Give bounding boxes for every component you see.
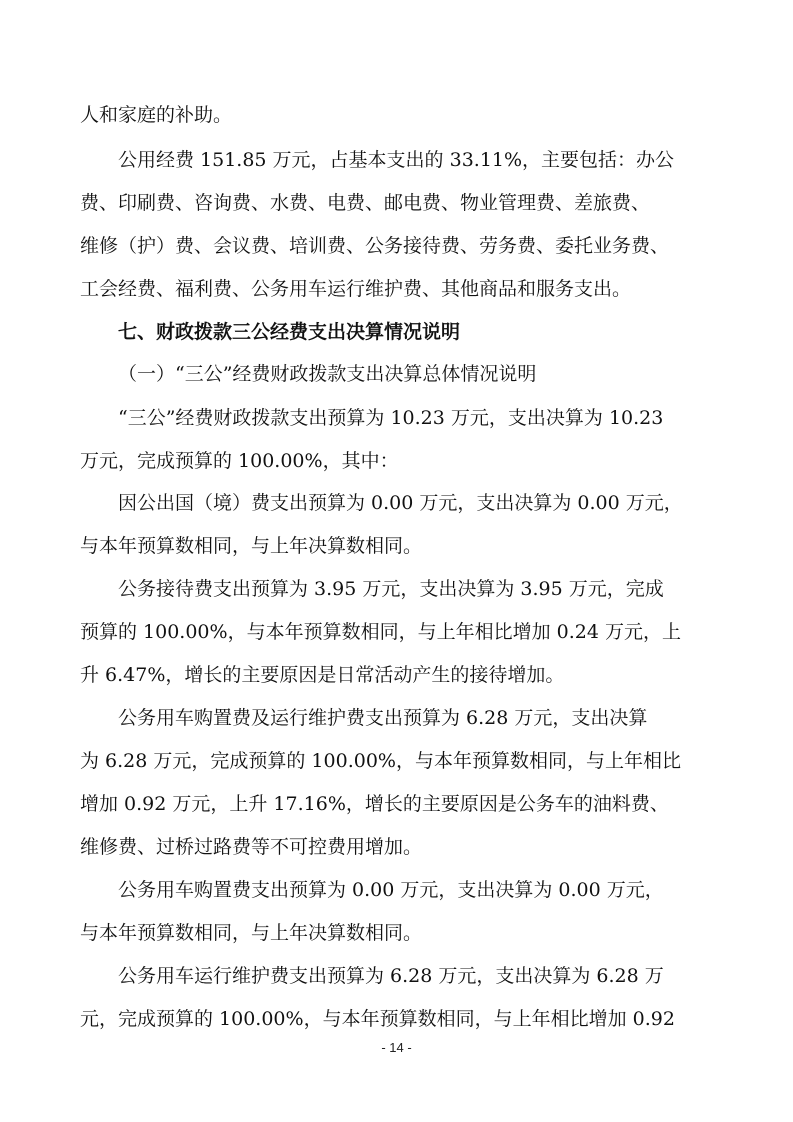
text-line: 公务用车运行维护费支出预算为 6.28 万元，支出决算为 6.28 万: [118, 965, 664, 987]
page-number: - 14 -: [381, 1040, 412, 1055]
section-heading: 七、财政拨款三公经费支出决算情况说明: [118, 321, 461, 343]
subsection-heading: （一）“三公”经费财政拨款支出决算总体情况说明: [118, 363, 537, 385]
text-line: 维修费、过桥过路费等不可控费用增加。: [80, 836, 423, 858]
text-line: 因公出国（境）费支出预算为 0.00 万元，支出决算为 0.00 万元，: [118, 492, 683, 514]
text-line: 与本年预算数相同，与上年决算数相同。: [80, 922, 423, 944]
text-line: 公务用车购置费及运行维护费支出预算为 6.28 万元，支出决算: [118, 707, 648, 729]
text-line: 元，完成预算的 100.00%，与本年预算数相同，与上年相比增加 0.92: [80, 1008, 675, 1030]
text-line: 增加 0.92 万元，上升 17.16%，增长的主要原因是公务车的油料费、: [80, 793, 669, 815]
text-line: 费、印刷费、咨询费、水费、电费、邮电费、物业管理费、差旅费、: [80, 192, 651, 214]
text-line: 公务用车购置费支出预算为 0.00 万元，支出决算为 0.00 万元，: [118, 879, 664, 901]
text-line: 与本年预算数相同，与上年决算数相同。: [80, 535, 423, 557]
text-line: 升 6.47%，增长的主要原因是日常活动产生的接待增加。: [80, 664, 565, 686]
text-line: 公务接待费支出预算为 3.95 万元，支出决算为 3.95 万元，完成: [118, 578, 664, 600]
text-line: 公用经费 151.85 万元，占基本支出的 33.11%，主要包括：办公: [118, 149, 675, 171]
text-line: 万元，完成预算的 100.00%，其中：: [80, 450, 399, 472]
text-line: 预算的 100.00%，与本年预算数相同，与上年相比增加 0.24 万元，上: [80, 621, 681, 643]
text-line: 为 6.28 万元，完成预算的 100.00%，与本年预算数相同，与上年相比: [80, 750, 681, 772]
text-line: 维修（护）费、会议费、培训费、公务接待费、劳务费、委托业务费、: [80, 235, 670, 257]
text-line: 人和家庭的补助。: [80, 104, 233, 126]
text-line: 工会经费、福利费、公务用车运行维护费、其他商品和服务支出。: [80, 278, 632, 300]
text-line: “三公”经费财政拨款支出预算为 10.23 万元，支出决算为 10.23: [118, 407, 664, 429]
